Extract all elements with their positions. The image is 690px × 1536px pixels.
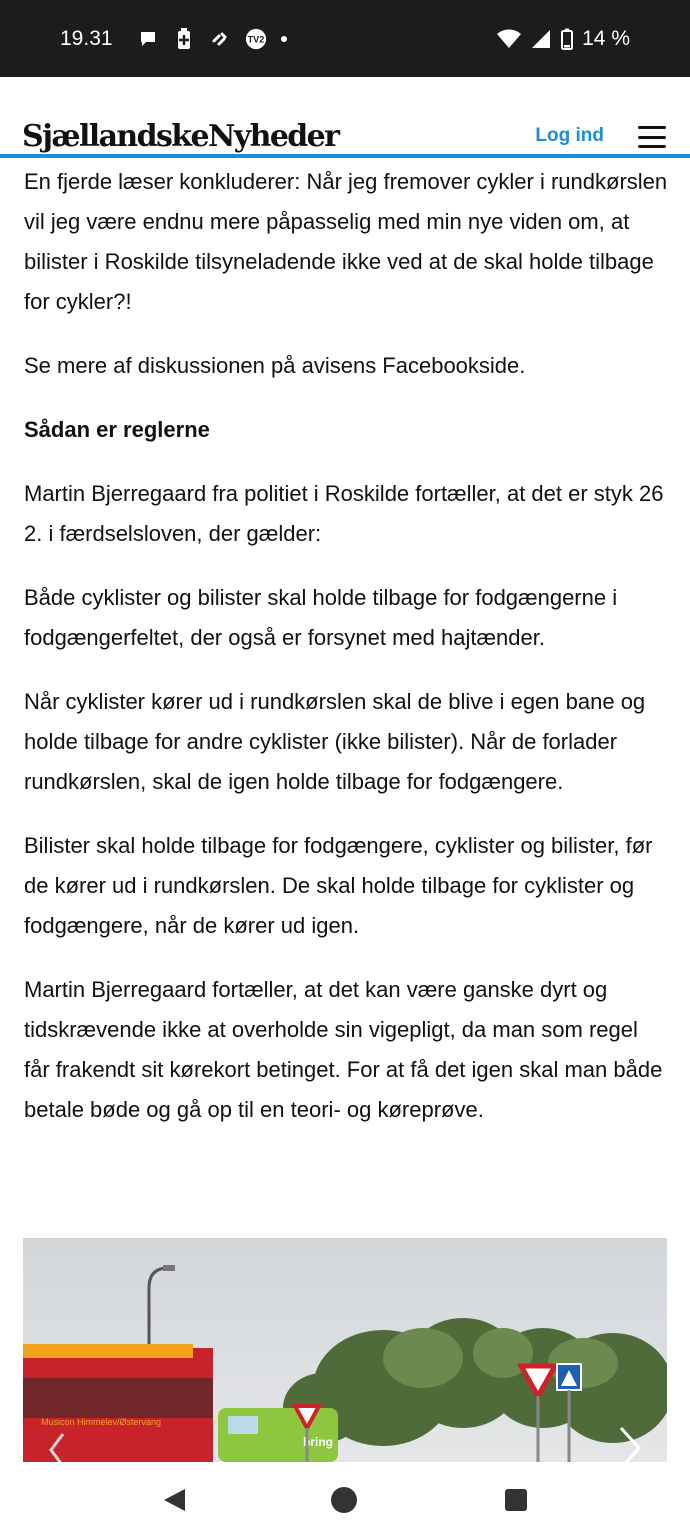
header-divider <box>0 154 690 158</box>
roundabout-photo <box>23 1238 667 1462</box>
site-header <box>0 77 690 160</box>
notification-dot-icon <box>281 36 287 42</box>
article-paragraph: Martin Bjerregaard fra politiet i Roskilde fortæller, at det er styk 26 2. i færdselsloven, der gælder: <box>24 481 664 546</box>
article-paragraph: Bilister skal holde tilbage for fodgængere, cyklister og bilister, før de kører ud i rundkørslen. De skal holde tilbage for cyklister og fodgængere, når de kører ud igen. <box>24 833 653 938</box>
home-circle-icon[interactable] <box>328 1484 360 1516</box>
signal-icon <box>530 28 552 50</box>
login-link[interactable]: Log ind <box>535 125 604 146</box>
android-nav-bar <box>0 1462 690 1536</box>
article-body <box>24 162 669 1154</box>
status-time: 19.31 <box>60 26 113 50</box>
link-icon <box>209 28 231 50</box>
article-paragraph: Både cyklister og bilister skal holde tilbage for fodgængerne i fodgængerfeltet, der også er forsynet med hajtænder. <box>24 585 618 650</box>
status-bar <box>0 0 690 77</box>
article-paragraph: Når cyklister kører ud i rundkørslen skal de blive i egen bane og holde tilbage for andre cyklister (ikke bilister). Når de forlader rundkørslen, skal de igen holde tilbage for fodgængere. <box>24 689 646 794</box>
site-logo[interactable]: SjællandskeNyheder <box>22 119 339 154</box>
article-paragraph: Se mere af diskussionen på avisens Facebookside. <box>24 353 526 378</box>
svg-text:TV2: TV2 <box>247 34 264 45</box>
battery-icon <box>560 28 574 50</box>
article-paragraph: En fjerde læser konkluderer: Når jeg fremover cykler i rundkørslen vil jeg være endnu mere påpasselig med min nye viden om, at bilister i Roskilde tilsyneladende ikke ved at de skal holde tilbage for cykler?! <box>24 169 668 314</box>
wifi-icon <box>496 28 522 50</box>
recents-square-icon[interactable] <box>500 1484 532 1516</box>
bus-destination-label: Musicon Himmelev/Østervang <box>41 1417 162 1427</box>
van-brand-label: bring <box>303 1435 333 1449</box>
article-paragraph: Martin Bjerregaard fortæller, at det kan være ganske dyrt og tidskrævende ikke at overholde sin vigepligt, da man som regel får frakendt sit kørekort betinget. For at få det igen skal man både betale bøde og gå op til en teori- og køreprøve. <box>24 977 663 1122</box>
message-icon <box>137 28 159 50</box>
back-triangle-icon[interactable] <box>158 1484 190 1516</box>
tv2-icon <box>245 28 267 50</box>
article-photo-gallery[interactable] <box>23 1238 667 1462</box>
hamburger-menu-icon[interactable] <box>638 126 666 148</box>
battery-percent: 14 % <box>582 26 630 50</box>
article-subheading: Sådan er reglerne <box>24 417 210 442</box>
battery-saver-icon <box>173 28 195 50</box>
